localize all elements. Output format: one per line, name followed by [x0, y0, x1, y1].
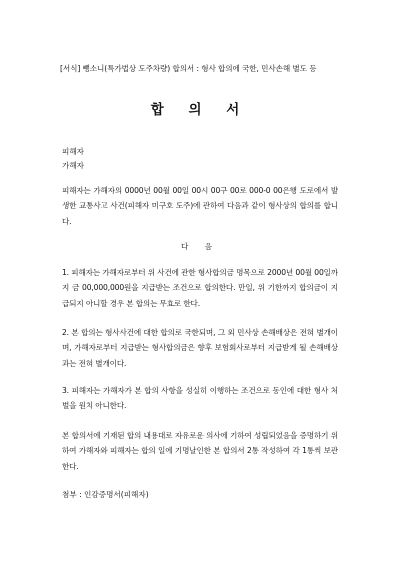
document-title: 합 의 서: [150, 102, 250, 118]
subtitle-following: 다 음: [180, 242, 220, 251]
perpetrator-label: 가해자: [62, 161, 85, 170]
victim-label: 피해자: [62, 147, 85, 156]
form-header: [서식] 뺑소니(특가법상 도주차량) 합의서 : 형사 합의에 국한, 민사손해 별도 등: [60, 64, 317, 73]
clause-3: 3. 피해자는 가해자가 본 합의 사항을 성실히 이행하는 조건으로 동인에 대한 형사 처벌을 원치 아니한다.: [62, 386, 338, 411]
intro-paragraph: 피해자는 가해자의 0000년 00월 00일 00시 00구 00로 000-0 00은행 도로에서 발생한 교통사고 사건(피해자 미구호 도주)에 관하여 다음과 같이 형사상의 합의를 합니다.: [62, 186, 338, 226]
attachment-note: 첨부 : 인감증명서(피해자): [62, 490, 149, 499]
closing-paragraph: 본 합의서에 기재된 합의 내용대로 자유로운 의사에 기하여 성립되었음을 증명하기 위하여 가해자와 피해자는 합의 일에 기명날인한 본 합의서 2통 작성하여 각 1통씩 보관한다.: [62, 431, 338, 471]
clause-2: 2. 본 합의는 형사사건에 대한 합의로 국한되며, 그 외 민사상 손해배상은 전혀 별개이며, 가해자로부터 지급받는 형사합의금은 향후 보험회사로부터 지급받게 될 손해배상과는 전혀 별개이다.: [62, 328, 338, 368]
clause-1: 1. 피해자는 가해자로부터 위 사건에 관한 형사합의금 명목으로 2000년 00월 00일까지 금 00,000,000원을 지급받는 조건으로 합의한다. 만일, 위 기한까지 합의금이 지급되지 아니할 경우 본 합의는 무효로 한다.: [62, 268, 338, 308]
